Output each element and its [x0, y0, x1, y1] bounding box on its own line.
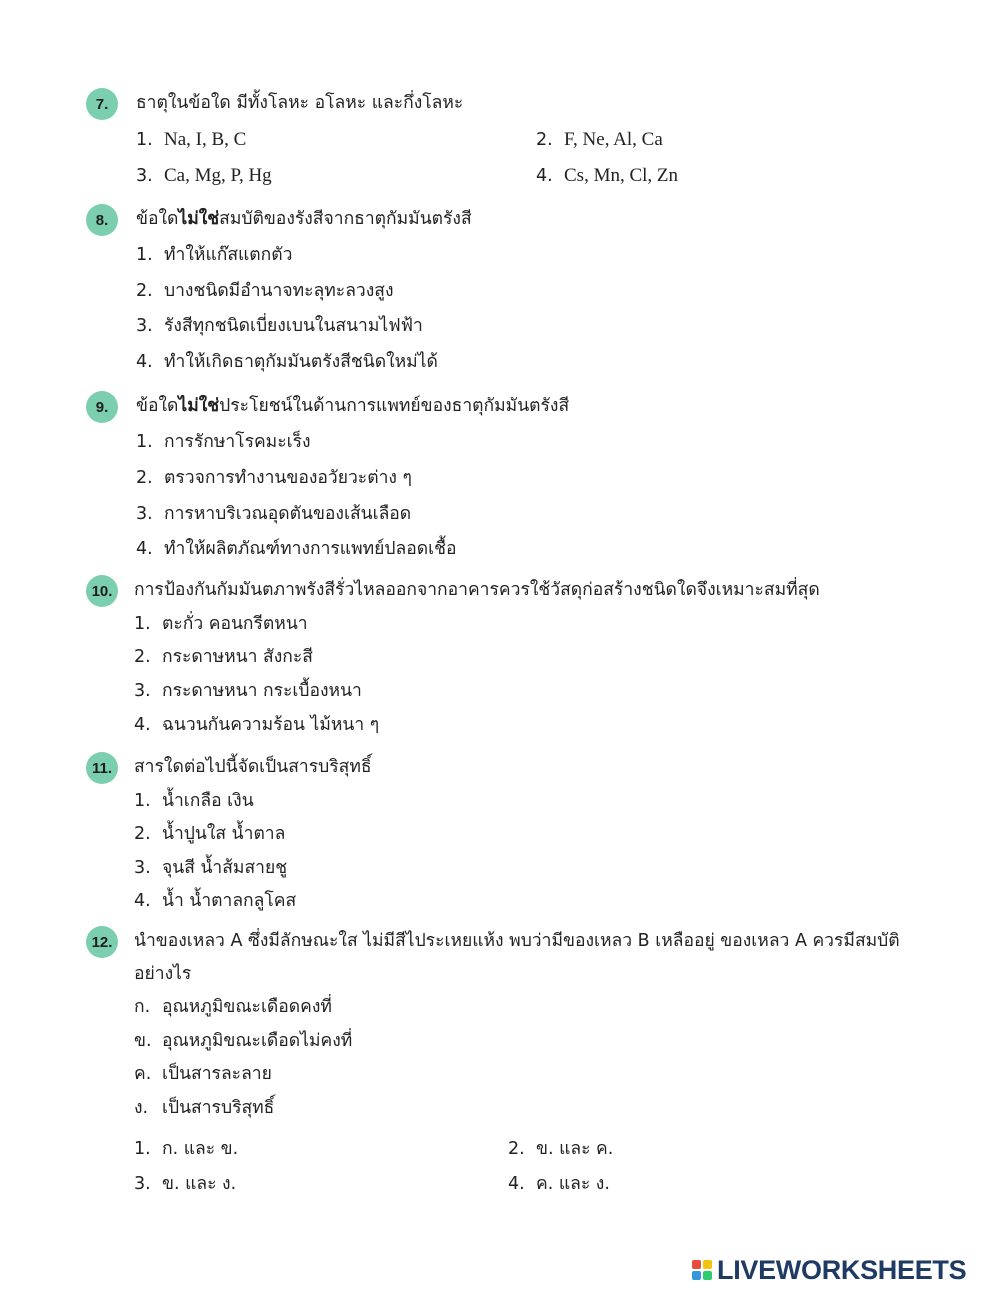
q11-option-2[interactable] — [134, 822, 285, 846]
question-9-text-emphasis: ไม่ใช่ — [178, 396, 220, 416]
q12-statement-c — [134, 1062, 272, 1086]
option-text: ฉนวนกันความร้อน ไม้หนา ๆ — [162, 715, 380, 735]
question-8-text — [136, 207, 472, 231]
q9-option-3[interactable] — [136, 502, 411, 526]
question-7-text: ธาตุในข้อใด มีทั้งโลหะ อโลหะ และกึ่งโลหะ — [136, 93, 464, 113]
question-number-7: 7. — [86, 88, 118, 120]
q12-option-2[interactable] — [508, 1137, 613, 1161]
q7-option-4[interactable] — [536, 164, 678, 188]
option-text: บางชนิดมีอำนาจทะลุทะลวงสูง — [164, 281, 394, 301]
q8-option-1[interactable] — [136, 243, 292, 267]
q7-option-1[interactable] — [136, 128, 246, 152]
q7-option-3[interactable] — [136, 164, 272, 188]
statement-text: อุณหภูมิขณะเดือดคงที่ — [162, 997, 332, 1017]
option-text: ก. และ ข. — [162, 1139, 239, 1159]
option-text: Ca, Mg, P, Hg — [164, 165, 272, 186]
option-number: 4. — [134, 891, 151, 911]
q12-statement-b — [134, 1029, 352, 1053]
q7-option-2[interactable] — [536, 128, 663, 152]
logo-square-yellow — [703, 1260, 712, 1269]
option-text: น้ำปูนใส น้ำตาล — [162, 824, 286, 844]
option-text: กระดาษหนา กระเบื้องหนา — [162, 681, 362, 701]
q10-option-3[interactable] — [134, 679, 362, 703]
statement-letter: ง. — [134, 1098, 149, 1118]
option-number: 2. — [136, 281, 153, 301]
option-text: ทำให้เกิดธาตุกัมมันตรังสีชนิดใหม่ได้ — [164, 352, 438, 372]
logo-square-blue — [692, 1271, 701, 1280]
option-text: ตะกั่ว คอนกรีตหนา — [162, 614, 308, 634]
question-number-9: 9. — [86, 391, 118, 423]
option-number: 4. — [136, 539, 153, 559]
option-text: จุนสี น้ำส้มสายชู — [162, 858, 288, 878]
q12-option-1[interactable] — [134, 1137, 238, 1161]
option-text: ข. และ ค. — [536, 1139, 614, 1159]
question-8-text-pre: ข้อใด — [136, 209, 179, 229]
option-number: 4. — [508, 1174, 525, 1194]
option-number: 3. — [136, 166, 153, 186]
q9-option-1[interactable] — [136, 430, 311, 454]
statement-letter: ก. — [134, 997, 151, 1017]
question-12-text: นำของเหลว A ซึ่งมีลักษณะใส ไม่มีสีไประเหยแห้ง พบว่ามีของเหลว B เหลืออยู่ ของเหลว A ควรมีสมบัติอย่างไร — [134, 931, 900, 984]
statement-letter: ข. — [134, 1031, 152, 1051]
option-number: 1. — [134, 791, 151, 811]
option-text: การหาบริเวณอุดตันของเส้นเลือด — [164, 504, 412, 524]
q11-option-4[interactable] — [134, 889, 296, 913]
q12-option-3[interactable] — [134, 1172, 236, 1196]
option-text: ค. และ ง. — [536, 1174, 610, 1194]
statement-letter: ค. — [134, 1064, 152, 1084]
option-number: 1. — [136, 432, 153, 452]
q8-option-4[interactable] — [136, 350, 438, 374]
option-number: 3. — [136, 504, 153, 524]
question-11-text: สารใดต่อไปนี้จัดเป็นสารบริสุทธิ์ — [134, 757, 372, 777]
statement-text: อุณหภูมิขณะเดือดไม่คงที่ — [162, 1031, 353, 1051]
option-number: 3. — [134, 858, 151, 878]
question-number-11: 11. — [86, 752, 118, 784]
option-text: Cs, Mn, Cl, Zn — [564, 165, 679, 186]
option-text: ข. และ ง. — [162, 1174, 237, 1194]
option-number: 2. — [134, 824, 151, 844]
q12-statement-d — [134, 1096, 274, 1120]
option-number: 4. — [136, 352, 153, 372]
option-number: 3. — [134, 1174, 151, 1194]
option-text: ตรวจการทำงานของอวัยวะต่าง ๆ — [164, 468, 412, 488]
question-9-text-pre: ข้อใด — [136, 396, 179, 416]
option-text: กระดาษหนา สังกะสี — [162, 647, 313, 667]
option-number: 3. — [136, 316, 153, 336]
question-number-10: 10. — [86, 575, 118, 607]
option-number: 1. — [134, 614, 151, 634]
q11-option-1[interactable] — [134, 789, 254, 813]
option-number: 2. — [136, 468, 153, 488]
option-text: F, Ne, Al, Ca — [564, 129, 663, 150]
option-text: Na, I, B, C — [164, 129, 247, 150]
liveworksheets-mark-icon — [692, 1260, 712, 1280]
q9-option-2[interactable] — [136, 466, 412, 490]
q11-option-3[interactable] — [134, 856, 287, 880]
option-number: 2. — [134, 647, 151, 667]
q8-option-3[interactable] — [136, 314, 423, 338]
q8-option-2[interactable] — [136, 279, 394, 303]
option-number: 4. — [134, 715, 151, 735]
question-9-text — [136, 394, 569, 418]
option-text: ทำให้ผลิตภัณฑ์ทางการแพทย์ปลอดเชื้อ — [164, 539, 457, 559]
option-text: ทำให้แก๊สแตกตัว — [164, 245, 293, 265]
question-number-8: 8. — [86, 204, 118, 236]
option-number: 4. — [536, 166, 553, 186]
option-number: 2. — [536, 130, 553, 150]
option-text: รังสีทุกชนิดเบี่ยงเบนในสนามไฟฟ้า — [164, 316, 423, 336]
liveworksheets-logo[interactable] — [692, 1255, 966, 1285]
q12-option-4[interactable] — [508, 1172, 610, 1196]
q10-option-4[interactable] — [134, 713, 379, 737]
q12-statement-a — [134, 995, 332, 1019]
option-number: 2. — [508, 1139, 525, 1159]
option-text: น้ำเกลือ เงิน — [162, 791, 254, 811]
option-number: 1. — [136, 245, 153, 265]
q10-option-2[interactable] — [134, 645, 313, 669]
option-text: น้ำ น้ำตาลกลูโคส — [162, 891, 297, 911]
logo-square-red — [692, 1260, 701, 1269]
statement-text: เป็นสารบริสุทธิ์ — [162, 1098, 275, 1118]
question-number-12: 12. — [86, 926, 118, 958]
question-8-text-emphasis: ไม่ใช่ — [178, 209, 220, 229]
q10-option-1[interactable] — [134, 612, 308, 636]
question-9-text-post: ประโยชน์ในด้านการแพทย์ของธาตุกัมมันตรังสี — [219, 396, 570, 416]
option-number: 3. — [134, 681, 151, 701]
question-8-text-post: สมบัติของรังสีจากธาตุกัมมันตรังสี — [219, 209, 472, 229]
statement-text: เป็นสารละลาย — [162, 1064, 272, 1084]
option-text: การรักษาโรคมะเร็ง — [164, 432, 311, 452]
option-number: 1. — [134, 1139, 151, 1159]
question-10-text: การป้องกันกัมมันตภาพรังสีรั่วไหลออกจากอาคารควรใช้วัสดุก่อสร้างชนิดใดจึงเหมาะสมที่สุด — [134, 580, 820, 600]
q9-option-4[interactable] — [136, 537, 457, 561]
option-number: 1. — [136, 130, 153, 150]
logo-square-green — [703, 1271, 712, 1280]
logo-text: LIVEWORKSHEETS — [717, 1254, 967, 1285]
